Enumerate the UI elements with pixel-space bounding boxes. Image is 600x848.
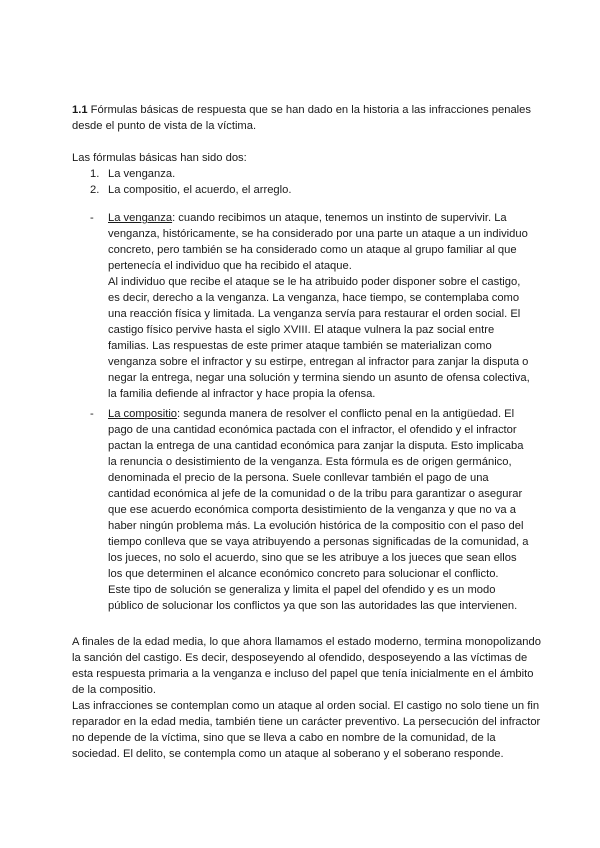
bullet-lead-paragraph xyxy=(108,406,532,582)
list-item xyxy=(90,182,550,198)
list-number: 1. xyxy=(90,168,100,180)
bullet-continuation: Este tipo de solución se generaliza y limita el papel del ofendido y es un modo público de solucionar los conflictos ya que son las autoridades las que intervienen. xyxy=(108,584,518,612)
bullet-lead-text: : cuando recibimos un ataque, tenemos un instinto de supervivir. La venganza, históricamente, se ha considerado por una parte un ataque a un individuo concreto, pero también se ha considerado como un ataque al grupo familiar al que pertenecía el individuo que ha recibido el ataque. xyxy=(108,212,528,272)
numbered-list xyxy=(90,166,550,198)
section-title: Fórmulas básicas de respuesta que se han dado en la historia a las infracciones penales desde el punto de vista de la víctima. xyxy=(72,104,531,132)
list-text: La venganza. xyxy=(108,168,176,180)
bullet-term: La venganza xyxy=(108,212,173,224)
bullet-compositio xyxy=(90,406,532,614)
closing-section xyxy=(72,634,542,762)
list-text: La compositio, el acuerdo, el arreglo. xyxy=(108,184,292,196)
bullet-lead-text: : segunda manera de resolver el conflicto penal en la antigüedad. El pago de una cantidad económica pactada con el infractor, el ofendido y el infractor pactan la entrega de una cantidad económica para zanjar la disputa. Esto implicaba la renuncia o desistimiento de la venganza. Esta fórmula es de origen germánico, denominada el precio de la persona. Suele conllevar también el pago de una cantidad económica al jefe de la comunidad o de la tribu para garantizar o asegurar que ese acuerdo económica comporta desistimiento de la venganza y que no va a haber ningún problema más. La evolución histórica de la compositio con el paso del tiempo conlleva que se vaya atribuyendo a personas significadas de la comunidad, a los jueces, no solo el acuerdo, sino que se les atribuye a los jueces que sean ellos los que determinen el alcance económico concreto para solucionar el conflicto. xyxy=(108,408,529,580)
bullet-term: La compositio xyxy=(108,408,178,420)
closing-paragraph: Las infracciones se contemplan como un ataque al orden social. El castigo no solo tiene un fin reparador en la edad media, también tiene un carácter preventivo. La persecución del infractor no depende de la víctima, sino que se lleva a cabo en nombre de la comunidad, de la sociedad. El delito, se contempla como un ataque al soberano y el soberano responde. xyxy=(72,700,541,760)
bullet-body xyxy=(108,406,532,614)
section-heading xyxy=(72,102,550,134)
list-number: 2. xyxy=(90,184,100,196)
bullet-lead-paragraph xyxy=(108,210,532,274)
bullet-venganza xyxy=(90,210,532,402)
bullet-body xyxy=(108,210,532,402)
closing-paragraph: A finales de la edad media, lo que ahora llamamos el estado moderno, termina monopolizando la sanción del castigo. Es decir, desposeyendo al ofendido, desposeyendo a las víctimas de esta respuesta primaria a la venganza e incluso del papel que tenía inicialmente en el ámbito de la compositio. xyxy=(72,636,541,696)
bullet-dash: - xyxy=(90,212,94,224)
section-number: 1.1 xyxy=(72,104,88,116)
bullet-continuation: Al individuo que recibe el ataque se le ha atribuido poder disponer sobre el castigo, es decir, derecho a la venganza. La venganza, hace tiempo, se contemplaba como una reacción física y limitada. La venganza servía para restaurar el orden social. El castigo físico pervive hasta el siglo XVIII. El ataque vulnera la paz social entre familias. Las respuestas de este primer ataque también se materializan como venganza sobre el infractor y su estirpe, entregan al infractor para zanjar la disputa o negar la entrega, negar una solución y termina siendo un asunto de ofensa colectiva, la familia defiende al infractor y hace propia la ofensa. xyxy=(108,276,530,400)
intro-paragraph: Las fórmulas básicas han sido dos: xyxy=(72,152,247,164)
bullet-dash: - xyxy=(90,408,94,420)
list-item xyxy=(90,166,550,182)
